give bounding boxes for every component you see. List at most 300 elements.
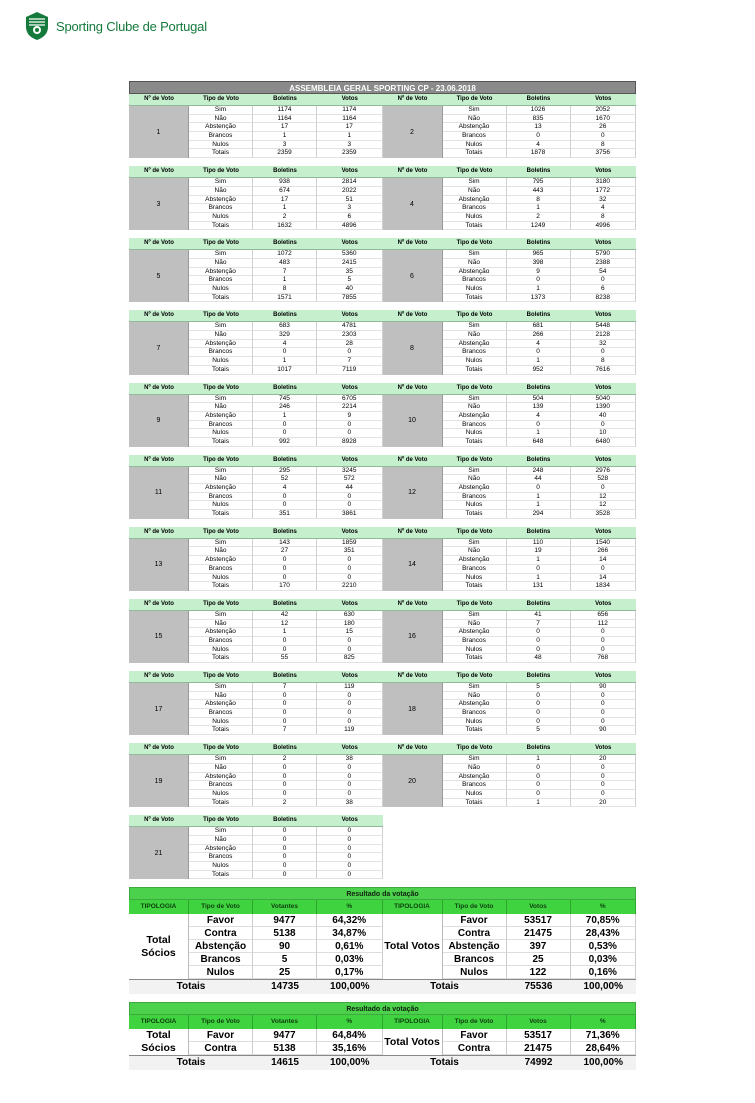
votes-value: 0 <box>571 348 637 357</box>
header <box>24 10 207 42</box>
vote-type: Nulos <box>189 501 253 510</box>
vote-row <box>189 259 383 268</box>
votes-value: 20 <box>571 755 637 764</box>
votes-value: 35 <box>317 268 383 277</box>
vote-type: Nulos <box>189 357 253 366</box>
vote-block <box>129 238 383 302</box>
vote-type: Não <box>189 259 253 268</box>
ballots-value: 0 <box>253 845 317 854</box>
vote-row <box>189 285 383 294</box>
ballots-value: 0 <box>253 348 317 357</box>
votes-value: 38 <box>317 799 383 808</box>
column-header: Votos <box>595 456 612 463</box>
ballots-value: 1026 <box>507 106 571 115</box>
vote-number: 6 <box>383 250 443 302</box>
vote-type: Nulos <box>189 429 253 438</box>
column-header: Tipo de Voto <box>456 673 493 679</box>
ballots-value: 266 <box>507 331 571 340</box>
vote-block-body <box>129 322 383 374</box>
votes-value: 351 <box>317 547 383 556</box>
vote-block-body <box>383 611 637 663</box>
brand-name: Sporting Clube de Portugal <box>56 18 207 34</box>
vote-block-body <box>383 178 637 230</box>
vote-number: 5 <box>129 250 189 302</box>
vote-type: Totais <box>189 582 253 591</box>
vote-block <box>129 166 383 230</box>
votes-value: 90 <box>571 683 637 692</box>
vote-row <box>443 565 637 574</box>
vote-type: Não <box>189 836 253 845</box>
column-header: Boletins <box>273 745 297 752</box>
column-header: Boletins <box>273 600 297 607</box>
column-header-row <box>129 671 383 683</box>
vote-type: Sim <box>189 178 253 187</box>
vote-type: Totais <box>443 726 507 735</box>
vote-number: 8 <box>383 322 443 374</box>
votes-value: 2128 <box>571 331 637 340</box>
column-header: Tipo de Voto <box>456 96 493 102</box>
votes-value: 12 <box>571 493 637 502</box>
vote-type: Sim <box>443 322 507 331</box>
vote-number: 15 <box>129 611 189 663</box>
votes-value: 14 <box>571 556 637 565</box>
vote-rows <box>443 467 637 519</box>
column-header: Votos <box>595 745 612 752</box>
votes-value: 0 <box>317 862 383 871</box>
vote-row <box>189 475 383 484</box>
vote-row <box>443 259 637 268</box>
result-body <box>129 914 636 979</box>
votes-value: 0 <box>317 429 383 438</box>
vote-row <box>443 331 637 340</box>
votes-value: 0 <box>317 836 383 845</box>
vote-block-body <box>129 106 383 158</box>
column-header: Nº de Voto <box>144 673 174 679</box>
vote-type: Nulos <box>189 718 253 727</box>
votes-value: 2022 <box>317 187 383 196</box>
vote-block-body <box>129 395 383 447</box>
vote-number: 9 <box>129 395 189 447</box>
votes-value: 3 <box>317 141 383 150</box>
result-column-header: Tipo de Voto <box>189 900 253 914</box>
vote-block-row <box>129 455 636 519</box>
ballots-value: 8 <box>507 196 571 205</box>
vote-row <box>189 412 383 421</box>
sheet-title: ASSEMBLEIA GERAL SPORTING CP - 23.06.2018 <box>129 81 636 94</box>
result-row <box>189 1042 383 1055</box>
ballots-value: 131 <box>507 582 571 591</box>
column-header: Boletins <box>273 384 297 391</box>
vote-type: Abstenção <box>189 556 253 565</box>
vote-row <box>189 403 383 412</box>
vote-row <box>443 628 637 637</box>
result-group-label: Total Votos <box>383 1029 443 1055</box>
result-vote-type: Brancos <box>189 953 253 966</box>
vote-rows <box>189 827 383 879</box>
column-header: Tipo de Voto <box>456 456 493 463</box>
vote-row <box>443 340 637 349</box>
vote-row <box>189 467 383 476</box>
column-header: Nº de Voto <box>397 240 428 247</box>
votes-value: 32 <box>571 340 637 349</box>
vote-row <box>189 827 383 836</box>
ballots-value: 1249 <box>507 222 571 231</box>
votes-value: 38 <box>317 755 383 764</box>
vote-type: Não <box>189 331 253 340</box>
vote-type: Sim <box>443 106 507 115</box>
ballots-value: 0 <box>253 574 317 583</box>
ballots-value: 48 <box>507 654 571 663</box>
votes-value: 2303 <box>317 331 383 340</box>
block-gap <box>129 375 636 383</box>
vote-type: Totais <box>189 799 253 808</box>
ballots-value: 52 <box>253 475 317 484</box>
vote-type: Totais <box>443 654 507 663</box>
votes-value: 7 <box>317 357 383 366</box>
ballots-value: 5 <box>507 726 571 735</box>
vote-type: Abstenção <box>443 196 507 205</box>
ballots-value: 0 <box>507 484 571 493</box>
vote-rows <box>443 755 637 807</box>
ballots-value: 2 <box>253 799 317 808</box>
vote-row <box>189 755 383 764</box>
vote-row <box>189 204 383 213</box>
vote-row <box>189 294 383 303</box>
result-total-cell: Totais <box>176 1057 206 1068</box>
column-header: Tipo de Voto <box>456 384 493 391</box>
vote-row <box>443 294 637 303</box>
votes-value: 0 <box>317 718 383 727</box>
vote-row <box>443 692 637 701</box>
votes-value: 54 <box>571 268 637 277</box>
column-header-row <box>383 383 637 395</box>
result-percent: 70,85% <box>571 914 637 927</box>
vote-type: Totais <box>189 222 253 231</box>
result-row <box>443 1042 637 1055</box>
column-header: Boletins <box>273 168 297 175</box>
column-header-row <box>383 671 637 683</box>
column-header: Nº de Voto <box>397 745 428 752</box>
result-count: 53517 <box>507 1029 571 1042</box>
result-half <box>129 1029 383 1055</box>
votes-value: 180 <box>317 620 383 629</box>
result-count: 5 <box>253 953 317 966</box>
vote-type: Nulos <box>443 141 507 150</box>
votes-value: 2052 <box>571 106 637 115</box>
vote-row <box>189 178 383 187</box>
result-count: 21475 <box>507 927 571 940</box>
result-row <box>189 940 383 953</box>
result-vote-type: Favor <box>189 1029 253 1042</box>
vote-block <box>383 383 637 447</box>
result-count: 21475 <box>507 1042 571 1055</box>
vote-type: Sim <box>443 178 507 187</box>
votes-value: 0 <box>571 132 637 141</box>
vote-type: Brancos <box>189 132 253 141</box>
vote-row <box>443 620 637 629</box>
vote-type: Sim <box>189 395 253 404</box>
ballots-value: 7 <box>507 620 571 629</box>
vote-row <box>189 799 383 808</box>
ballots-value: 835 <box>507 115 571 124</box>
vote-number: 12 <box>383 467 443 519</box>
column-header: Votos <box>595 168 612 175</box>
column-header-row <box>129 310 383 322</box>
votes-value: 3180 <box>571 178 637 187</box>
vote-type: Abstenção <box>443 628 507 637</box>
vote-type: Nulos <box>189 285 253 294</box>
vote-rows <box>443 250 637 302</box>
ballots-value: 55 <box>253 654 317 663</box>
result-percent: 0,53% <box>571 940 637 953</box>
vote-rows <box>189 683 383 735</box>
vote-row <box>189 196 383 205</box>
column-header-row <box>129 743 383 755</box>
votes-value: 26 <box>571 123 637 132</box>
result-half <box>129 914 383 979</box>
ballots-value: 1 <box>507 429 571 438</box>
ballots-value: 0 <box>507 565 571 574</box>
vote-row <box>443 187 637 196</box>
votes-value: 1834 <box>571 582 637 591</box>
empty-block <box>383 815 637 879</box>
column-header: Boletins <box>526 745 551 752</box>
vote-row <box>189 836 383 845</box>
vote-type: Não <box>443 115 507 124</box>
block-gap <box>129 663 636 671</box>
votes-value: 5448 <box>571 322 637 331</box>
column-header-row <box>129 383 383 395</box>
vote-row <box>189 539 383 548</box>
vote-row <box>443 268 637 277</box>
column-header: Nº de Voto <box>397 96 428 102</box>
ballots-value: 674 <box>253 187 317 196</box>
column-header: Boletins <box>273 240 297 247</box>
votes-value: 4781 <box>317 322 383 331</box>
ballots-value: 1878 <box>507 149 571 158</box>
column-header: Votos <box>595 673 612 679</box>
vote-block <box>383 310 637 374</box>
vote-row <box>189 611 383 620</box>
vote-row <box>189 149 383 158</box>
vote-type: Abstenção <box>189 628 253 637</box>
vote-row <box>443 764 637 773</box>
ballots-value: 745 <box>253 395 317 404</box>
column-header: Boletins <box>273 528 297 535</box>
votes-value: 8238 <box>571 294 637 303</box>
column-header-row <box>129 238 383 250</box>
block-gap <box>129 591 636 599</box>
ballots-value: 0 <box>507 132 571 141</box>
vote-row <box>443 539 637 548</box>
vote-block-row <box>129 310 636 374</box>
ballots-value: 0 <box>253 709 317 718</box>
vote-type: Abstenção <box>443 412 507 421</box>
votes-value: 17 <box>317 123 383 132</box>
ballots-value: 17 <box>253 196 317 205</box>
vote-row <box>189 429 383 438</box>
vote-type: Abstenção <box>443 484 507 493</box>
vote-row <box>189 871 383 880</box>
vote-block <box>129 527 383 591</box>
result-group-label: Total Sócios <box>129 1029 189 1055</box>
votes-value: 0 <box>317 709 383 718</box>
column-header: Votos <box>595 312 612 319</box>
votes-value: 528 <box>571 475 637 484</box>
result-count: 90 <box>253 940 317 953</box>
vote-type: Não <box>443 547 507 556</box>
vote-rows <box>189 467 383 519</box>
vote-type: Brancos <box>443 781 507 790</box>
result-row <box>443 927 637 940</box>
block-gap <box>129 230 636 238</box>
vote-row <box>189 213 383 222</box>
column-header: Tipo de Voto <box>203 96 239 102</box>
column-header-row <box>383 599 637 611</box>
vote-type: Não <box>443 259 507 268</box>
vote-type: Abstenção <box>189 773 253 782</box>
column-header: Tipo de Voto <box>203 528 239 535</box>
result-total-cell: 100,00% <box>330 1057 370 1068</box>
column-header: Votos <box>595 240 612 247</box>
vote-type: Brancos <box>443 348 507 357</box>
vote-row <box>443 366 637 375</box>
vote-type: Sim <box>189 250 253 259</box>
result-rows <box>189 1029 383 1055</box>
ballots-value: 7 <box>253 268 317 277</box>
vote-type: Sim <box>189 611 253 620</box>
vote-block-row <box>129 94 636 158</box>
ballots-value: 1 <box>253 132 317 141</box>
column-header: Nº de Voto <box>144 600 174 607</box>
votes-value: 0 <box>317 871 383 880</box>
vote-type: Totais <box>443 582 507 591</box>
vote-row <box>189 709 383 718</box>
vote-block-row <box>129 166 636 230</box>
column-header: Votos <box>341 745 358 752</box>
column-header: Tipo de Voto <box>456 168 493 175</box>
result-row <box>189 953 383 966</box>
vote-row <box>443 611 637 620</box>
column-header: Votos <box>341 312 358 319</box>
result-percent: 71,36% <box>571 1029 637 1042</box>
vote-type: Sim <box>189 827 253 836</box>
ballots-value: 398 <box>507 259 571 268</box>
vote-row <box>189 862 383 871</box>
vote-block-row <box>129 815 636 879</box>
vote-type: Brancos <box>189 493 253 502</box>
result-count: 9477 <box>253 1029 317 1042</box>
column-header-row <box>383 455 637 467</box>
vote-type: Sim <box>189 106 253 115</box>
votes-value: 0 <box>317 421 383 430</box>
vote-rows <box>189 250 383 302</box>
votes-value: 0 <box>571 484 637 493</box>
vote-type: Brancos <box>189 276 253 285</box>
vote-rows <box>189 395 383 447</box>
votes-value: 0 <box>571 276 637 285</box>
ballots-value: 443 <box>507 187 571 196</box>
vote-row <box>189 556 383 565</box>
vote-type: Sim <box>189 539 253 548</box>
column-header: Boletins <box>526 600 551 607</box>
vote-type: Totais <box>443 222 507 231</box>
vote-row <box>189 322 383 331</box>
vote-block-body <box>129 467 383 519</box>
column-header: Tipo de Voto <box>203 745 239 752</box>
ballots-value: 0 <box>507 790 571 799</box>
vote-type: Não <box>189 115 253 124</box>
vote-block <box>129 671 383 735</box>
vote-type: Nulos <box>189 646 253 655</box>
result-column-header: TIPOLOGIA <box>129 1015 189 1029</box>
result-vote-type: Contra <box>189 1042 253 1055</box>
ballots-value: 170 <box>253 582 317 591</box>
result-total-cell: 14615 <box>271 1057 299 1068</box>
vote-type: Nulos <box>443 285 507 294</box>
votes-value: 1164 <box>317 115 383 124</box>
ballots-value: 19 <box>507 547 571 556</box>
column-header-row <box>383 743 637 755</box>
column-header: Nº de Voto <box>144 312 174 319</box>
vote-number: 19 <box>129 755 189 807</box>
ballots-value: 0 <box>253 836 317 845</box>
column-header-row <box>383 527 637 539</box>
vote-type: Nulos <box>443 718 507 727</box>
vote-block <box>129 94 383 158</box>
vote-type: Sim <box>189 467 253 476</box>
votes-value: 2359 <box>317 149 383 158</box>
vote-row <box>443 556 637 565</box>
column-header: Nº de Voto <box>397 600 428 607</box>
votes-value: 2210 <box>317 582 383 591</box>
result-count: 9477 <box>253 914 317 927</box>
ballots-value: 0 <box>253 853 317 862</box>
results-summary-detailed <box>129 887 636 994</box>
vote-row <box>443 149 637 158</box>
vote-number: 4 <box>383 178 443 230</box>
vote-row <box>189 141 383 150</box>
votes-value: 0 <box>571 628 637 637</box>
votes-value: 40 <box>317 285 383 294</box>
column-header: Tipo de Voto <box>203 240 239 247</box>
votes-value: 0 <box>571 781 637 790</box>
votes-value: 0 <box>571 646 637 655</box>
column-header: Boletins <box>273 456 297 463</box>
ballots-value: 295 <box>253 467 317 476</box>
ballots-value: 12 <box>253 620 317 629</box>
vote-row <box>443 683 637 692</box>
result-percent: 34,87% <box>317 927 383 940</box>
vote-type: Sim <box>443 395 507 404</box>
vote-type: Nulos <box>189 574 253 583</box>
ballots-value: 0 <box>253 637 317 646</box>
vote-rows <box>443 395 637 447</box>
result-column-header: Votantes <box>253 1015 317 1029</box>
vote-type: Totais <box>189 871 253 880</box>
vote-rows <box>443 683 637 735</box>
vote-block-body <box>383 250 637 302</box>
result-body <box>129 1029 636 1055</box>
vote-row <box>189 845 383 854</box>
votes-value: 7119 <box>317 366 383 375</box>
vote-type: Não <box>189 475 253 484</box>
ballots-value: 351 <box>253 510 317 519</box>
column-header: Nº de Voto <box>144 168 174 175</box>
vote-row <box>443 718 637 727</box>
vote-row <box>443 467 637 476</box>
vote-type: Brancos <box>189 348 253 357</box>
